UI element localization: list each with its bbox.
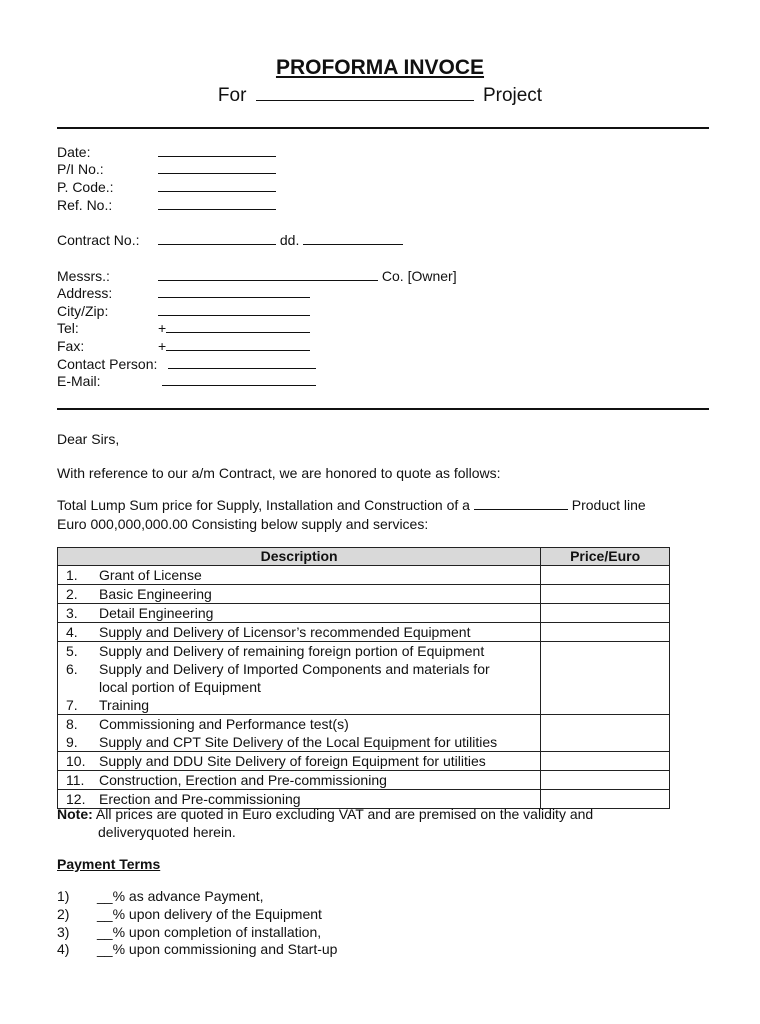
payment-item-number: 3)	[57, 924, 70, 940]
lump-sum-line-2: Euro 000,000,000.00 Consisting below supply and services:	[57, 516, 429, 532]
fax-plus: +	[158, 338, 167, 354]
payment-terms-heading: Payment Terms	[57, 856, 161, 872]
co-owner-label: Co. [Owner]	[381, 268, 457, 284]
list-item: local portion of Equipment	[99, 679, 261, 695]
date-label: Date:	[57, 144, 91, 160]
contract-no-blank[interactable]	[158, 232, 276, 245]
payment-item-text: __% upon delivery of the Equipment	[97, 906, 322, 922]
payment-item-text: __% upon completion of installation,	[97, 924, 322, 940]
fax-label: Fax:	[57, 338, 85, 354]
contract-no-row	[158, 232, 403, 248]
dd-label: dd.	[279, 232, 300, 248]
list-item: 10. Supply and DDU Site Delivery of foreign Equipment for utilities	[66, 753, 486, 769]
payment-item-text: __% as advance Payment,	[97, 888, 264, 904]
date-blank[interactable]	[158, 144, 276, 160]
price-cell[interactable]	[541, 752, 670, 771]
list-item: 9. Supply and CPT Site Delivery of the Local Equipment for utilities	[66, 734, 498, 750]
ref-no-label: Ref. No.:	[57, 197, 113, 213]
table-row	[58, 642, 670, 715]
p-code-blank[interactable]	[158, 179, 276, 195]
project-name-blank[interactable]	[256, 82, 474, 101]
p-code-label: P. Code.:	[57, 179, 114, 195]
reference-text: With reference to our a/m Contract, we are honored to quote as follows:	[57, 465, 501, 481]
product-line-label: Product line	[571, 497, 646, 513]
pi-no-blank[interactable]	[158, 161, 276, 177]
list-item: 3. Detail Engineering	[66, 605, 214, 621]
table-row	[58, 566, 670, 585]
messrs-label: Messrs.:	[57, 268, 110, 284]
payment-item-text: __% upon commissioning and Start-up	[97, 941, 338, 957]
price-cell[interactable]	[541, 623, 670, 642]
description-header: Description	[58, 548, 541, 566]
list-item: 5. Supply and Delivery of remaining foreign portion of Equipment	[66, 643, 485, 659]
project-label: Project	[482, 85, 543, 106]
price-cell[interactable]	[541, 642, 670, 715]
price-header: Price/Euro	[541, 548, 670, 566]
ref-no-blank[interactable]	[158, 197, 276, 213]
address-label: Address:	[57, 285, 113, 301]
list-item: 1. Grant of License	[66, 567, 202, 583]
product-line-blank[interactable]	[474, 497, 568, 510]
messrs-blank[interactable]	[158, 268, 378, 281]
email-label: E-Mail:	[57, 373, 101, 389]
greeting: Dear Sirs,	[57, 431, 120, 447]
middle-divider	[57, 408, 709, 410]
price-cell[interactable]	[541, 771, 670, 790]
list-item: 11. Construction, Erection and Pre-commissioning	[66, 772, 387, 788]
tel-plus: +	[158, 320, 167, 336]
table-row	[58, 752, 670, 771]
tel-label: Tel:	[57, 320, 79, 336]
note-line-1	[57, 806, 593, 822]
price-cell[interactable]	[541, 715, 670, 752]
tel-row[interactable]	[158, 320, 310, 336]
lump-sum-line-1	[57, 497, 646, 513]
contact-person-blank[interactable]	[168, 356, 316, 372]
list-item: 12. Erection and Pre-commissioning	[66, 791, 301, 807]
contract-no-label: Contract No.:	[57, 232, 140, 248]
note-line-2: deliveryquoted herein.	[98, 824, 236, 840]
price-cell[interactable]	[541, 585, 670, 604]
city-zip-label: City/Zip:	[57, 303, 109, 319]
document-title: PROFORMA INVOCE	[275, 56, 485, 79]
messrs-row	[158, 268, 457, 284]
fax-row[interactable]	[158, 338, 310, 354]
project-line	[0, 82, 760, 107]
items-table	[57, 547, 670, 809]
lump-sum-text: Total Lump Sum price for Supply, Installation and Construction of a	[57, 497, 470, 513]
payment-item-number: 4)	[57, 941, 70, 957]
list-item: 6. Supply and Delivery of Imported Components and materials for	[66, 661, 490, 677]
price-cell[interactable]	[541, 604, 670, 623]
for-label: For	[217, 85, 247, 106]
top-divider	[57, 127, 709, 129]
note-label: Note:	[57, 806, 93, 822]
note-text: All prices are quoted in Euro excluding VAT and are premised on the validity and	[95, 806, 594, 822]
city-zip-blank[interactable]	[158, 303, 310, 319]
list-item: 4. Supply and Delivery of Licensor’s recommended Equipment	[66, 624, 471, 640]
payment-item-number: 1)	[57, 888, 70, 904]
table-row	[58, 715, 670, 752]
list-item: 8. Commissioning and Performance test(s)	[66, 716, 349, 732]
email-blank[interactable]	[162, 373, 316, 389]
table-row	[58, 623, 670, 642]
contact-person-label: Contact Person:	[57, 356, 158, 372]
table-row	[58, 604, 670, 623]
dd-blank[interactable]	[303, 232, 403, 245]
payment-item-number: 2)	[57, 906, 70, 922]
table-row	[58, 771, 670, 790]
table-row	[58, 585, 670, 604]
address-blank[interactable]	[158, 285, 310, 301]
pi-no-label: P/I No.:	[57, 161, 104, 177]
list-item: 2. Basic Engineering	[66, 586, 212, 602]
list-item: 7. Training	[66, 697, 150, 713]
table-header-row	[58, 548, 670, 566]
price-cell[interactable]	[541, 566, 670, 585]
